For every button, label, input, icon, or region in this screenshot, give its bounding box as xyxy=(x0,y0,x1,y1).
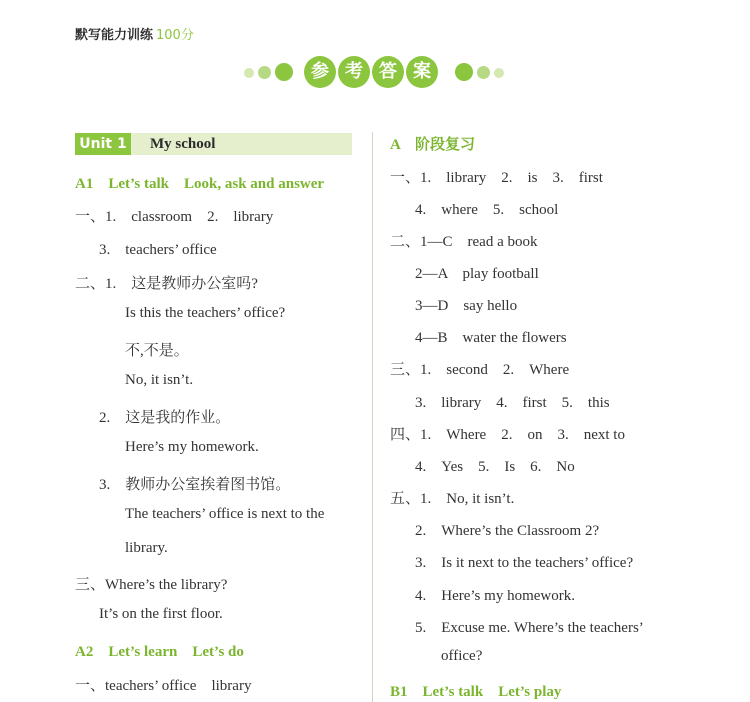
unit-tag: Unit 1 xyxy=(75,133,131,155)
answer-line: 二、1. 这是教师办公室吗? xyxy=(75,276,258,292)
answer-line: 2—A play football xyxy=(415,266,539,282)
answer-line: 4—B water the flowers xyxy=(415,330,567,346)
answer-line: 四、1. Where 2. on 3. next to xyxy=(390,427,625,443)
unit-title: My school xyxy=(150,136,216,152)
answer-line: 五、1. No, it isn’t. xyxy=(390,491,515,507)
decor-dot xyxy=(477,66,490,79)
decor-dot xyxy=(258,66,271,79)
answer-line: 一、1. classroom 2. library xyxy=(75,209,274,225)
answer-line: 2. Where’s the Classroom 2? xyxy=(415,523,600,539)
section-heading: A 阶段复习 xyxy=(390,137,476,153)
decor-dot xyxy=(275,63,293,81)
answer-line: 3—D say hello xyxy=(415,298,518,314)
answer-line: 5. Excuse me. Where’s the teachers’ xyxy=(415,620,644,636)
title-char: 参 xyxy=(304,56,336,88)
answer-line: 2. 这是我的作业。 xyxy=(99,410,231,426)
answer-line: 一、teachers’ office library xyxy=(75,678,252,694)
title-char: 考 xyxy=(338,56,370,88)
answer-line: 一、1. library 2. is 3. first xyxy=(390,170,603,186)
header-label: 默写能力训练 xyxy=(75,28,154,43)
section-heading: B1 Let’s talk Let’s play xyxy=(390,684,562,700)
answer-line: 三、1. second 2. Where xyxy=(390,362,570,378)
answer-line: It’s on the first floor. xyxy=(99,606,223,622)
answer-line: 4. Yes 5. Is 6. No xyxy=(415,459,575,475)
answer-line: 二、1—C read a book xyxy=(390,234,538,250)
answer-line: Here’s my homework. xyxy=(125,439,259,455)
answer-line: Is this the teachers’ office? xyxy=(125,305,286,321)
answer-line: 4. Here’s my homework. xyxy=(415,588,575,604)
answer-line: 3. 教师办公室挨着图书馆。 xyxy=(99,477,291,493)
answer-line: 3. library 4. first 5. this xyxy=(415,395,610,411)
title-char: 答 xyxy=(372,56,404,88)
page-header xyxy=(75,24,194,43)
decor-dot xyxy=(494,68,504,78)
unit-heading xyxy=(75,133,352,155)
answer-line: 3. teachers’ office xyxy=(99,242,217,258)
decor-dot xyxy=(455,63,473,81)
answer-line: The teachers’ office is next to the xyxy=(125,506,325,522)
answer-line: 不,不是。 xyxy=(125,343,189,359)
answer-line: office? xyxy=(441,648,483,664)
header-score: 100分 xyxy=(156,28,194,43)
answer-key-title xyxy=(0,56,750,92)
answer-line: library. xyxy=(125,540,168,556)
column-divider xyxy=(372,132,373,702)
answer-line: No, it isn’t. xyxy=(125,372,194,388)
title-char: 案 xyxy=(406,56,438,88)
section-heading: A2 Let’s learn Let’s do xyxy=(75,644,244,660)
decor-dot xyxy=(244,68,254,78)
answer-line: 三、Where’s the library? xyxy=(75,577,228,593)
section-heading: A1 Let’s talk Look, ask and answer xyxy=(75,176,325,192)
answer-line: 3. Is it next to the teachers’ office? xyxy=(415,555,634,571)
answer-line: 4. where 5. school xyxy=(415,202,559,218)
